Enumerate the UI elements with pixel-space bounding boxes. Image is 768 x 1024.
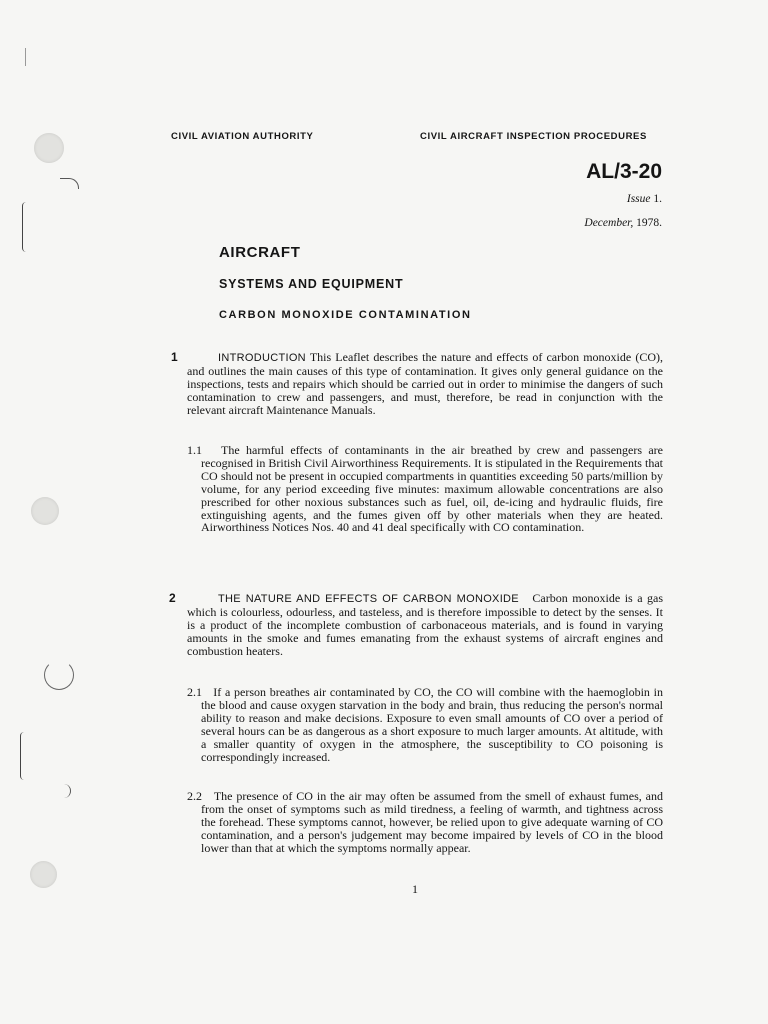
margin-mark xyxy=(60,178,79,189)
section-1-paragraph xyxy=(187,351,663,417)
issue-date xyxy=(584,217,662,229)
paragraph-1-1 xyxy=(187,443,663,535)
section-heading: INTRODUCTION xyxy=(218,352,306,364)
paragraph-body: The presence of CO in the air may often be assumed from the smell of exhaust fumes, and from the onset of symptoms such as mild tiredness, a feeling of warmth, and tightness across the forehead. These symptoms cannot, however, be relied upon to give adequate warning of CO contamination, and a person's judgement may become impaired by levels of CO in the blood lower than that at which the symptoms normally appear. xyxy=(201,789,664,855)
paragraph-2-2 xyxy=(187,789,664,855)
paragraph-body: If a person breathes air contaminated by CO, the CO will combine with the haemoglobin in the blood and cause oxygen starvation in the body and brain, thus reducing the person's normal ability to reason and make decisions. Exposure to even small amounts of CO over a period of several hours can be as dangerous as a short exposure to much larger amounts. At altitude, with a smaller quantity of oxygen in the atmosphere, the susceptibility to CO poisoning is correspondingly increased. xyxy=(201,685,664,764)
paragraph-number: 2.2 xyxy=(187,789,202,803)
date-month: December, xyxy=(584,217,634,229)
document-code: AL/3-20 xyxy=(586,160,662,183)
section-number: 2 xyxy=(169,591,176,605)
title-topic: CARBON MONOXIDE CONTAMINATION xyxy=(219,309,472,321)
punch-hole-top xyxy=(34,133,64,163)
section-body: This Leaflet describes the nature and effects of carbon monoxide (CO), and outlines the main causes of this type of contamination. It gives only general guidance on the inspections, tests and repairs which should be carried out in order to minimise the dangers of such contamination to crew and passengers, and must, therefore, be read in conjunction with the relevant aircraft Maintenance Manuals. xyxy=(187,350,663,417)
section-number: 1 xyxy=(171,350,178,364)
date-year: 1978. xyxy=(636,217,662,229)
paragraph-number: 1.1 xyxy=(187,443,202,457)
paragraph-2-1 xyxy=(187,685,664,764)
margin-mark xyxy=(22,202,29,252)
header-procedures: CIVIL AIRCRAFT INSPECTION PROCEDURES xyxy=(420,131,647,142)
issue-label: Issue xyxy=(626,193,651,205)
title-subtitle: SYSTEMS AND EQUIPMENT xyxy=(219,277,404,291)
page-number: 1 xyxy=(412,882,418,896)
punch-hole-middle xyxy=(31,497,59,525)
margin-mark xyxy=(62,784,71,798)
punch-hole-bottom xyxy=(30,861,57,888)
header-authority: CIVIL AVIATION AUTHORITY xyxy=(171,131,314,142)
section-heading: THE NATURE AND EFFECTS OF CARBON MONOXIDE xyxy=(218,593,519,605)
title-main: AIRCRAFT xyxy=(219,244,301,261)
section-2-paragraph xyxy=(187,592,663,658)
margin-mark xyxy=(44,660,74,690)
margin-mark xyxy=(25,48,26,66)
paragraph-body: The harmful effects of contaminants in the air breathed by crew and passengers are recognised in British Civil Airworthiness Requirements. It is stipulated in the Requirements that CO should not be present in occupied compartments in quantities exceeding 50 parts/million by volume, for any period exceeding five minutes: maximum allowable concentrations are also prescribed for other noxious substances such as fuel, oil, de-icing and hydraulic fluids, fire extinguishing agents, and the fumes given off by other materials when they are heated. Airworthiness Notices Nos. 40 and 41 deal specifically with CO contamination. xyxy=(201,443,663,535)
section-body: Carbon monoxide is a gas which is colourless, odourless, and tasteless, and is therefore impossible to detect by the senses. It is a product of the incomplete combustion of carbonaceous materials, and is found in varying amounts in the smoke and fumes emanating from the exhaust systems of aircraft engines and combustion heaters. xyxy=(187,591,663,658)
margin-mark xyxy=(20,732,27,780)
paragraph-number: 2.1 xyxy=(187,685,202,699)
issue-line xyxy=(627,193,662,205)
issue-number: 1. xyxy=(653,193,662,205)
